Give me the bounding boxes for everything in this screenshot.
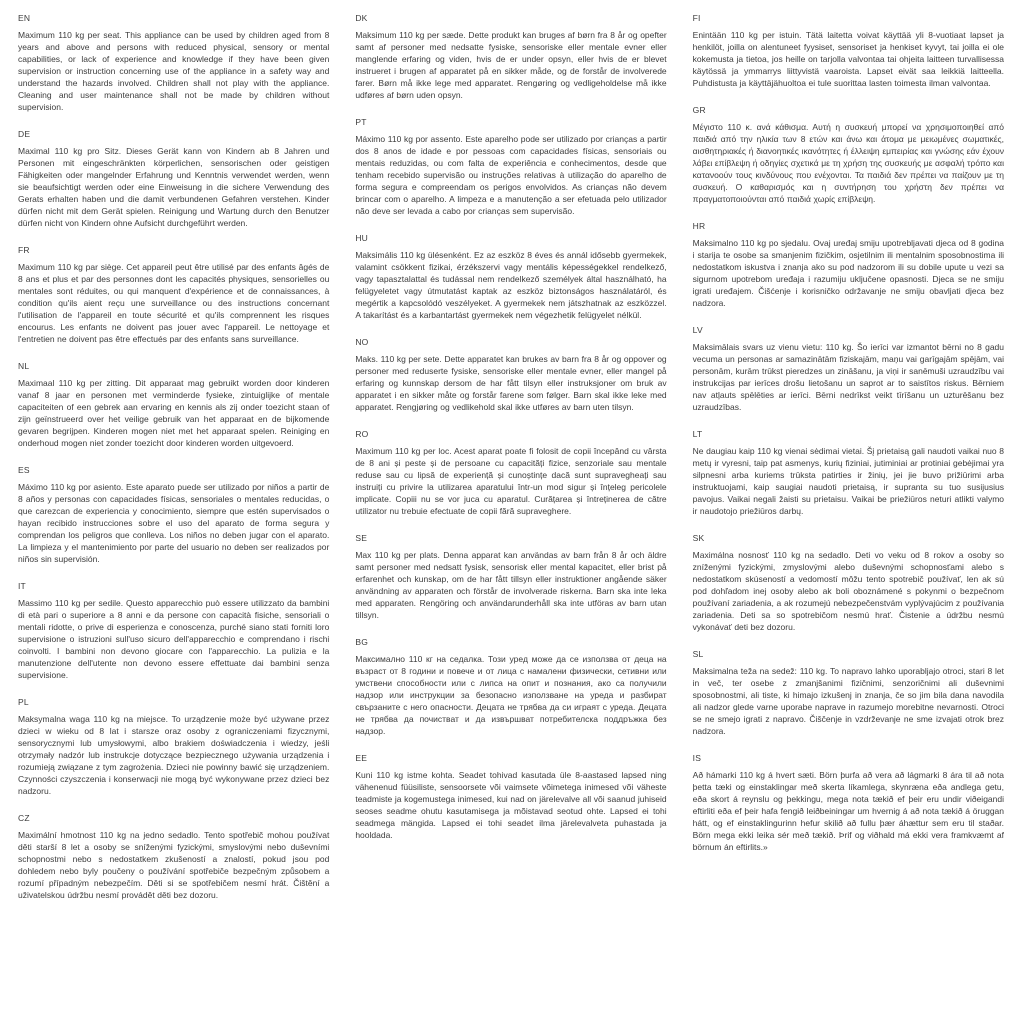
lang-block-is — [693, 752, 1004, 853]
lang-code: PL — [18, 697, 29, 707]
lang-block-ee — [355, 752, 666, 841]
lang-code: NO — [355, 337, 369, 347]
lang-block-hu — [355, 232, 666, 321]
lang-block-cz — [18, 812, 329, 901]
lang-text: Maks. 110 kg per sete. Dette apparatet kan brukes av barn fra 8 år og oppover og personer med reduserte fysiske, sensoriske eller mentale evner, eller mangel på erfaring og kunnskap dersom de har fått tilsyn eller instruksjoner om bruk av apparatet i en sikker måte og forstår farene som følger. Barn skal ikke leke med apparatet. Rengjøring og vedlikehold skal ikke utføres av barn uten tilsyn. — [355, 354, 667, 412]
lang-text: Maximum 110 kg per seat. This appliance can be used by children aged from 8 years and above and persons with reduced physical, sensory or mental capabilities, or lack of experience and knowledge if they have been given supervision or instruction concerning use of the appliance in a safety way and understand the hazards involved. Children shall not play with the appliance. Cleaning and user maintenance shall not be made by children without supervision. — [18, 30, 330, 112]
lang-text: Máximo 110 kg por assento. Este aparelho pode ser utilizado por crianças a partir dos 8 anos de idade e por pessoas com capacidades físicas, sensoriais ou mentais reduzidas, ou com falta de experiência e conhecimentos, desde que tenham recebido supervisão ou instruções relativas à utilização do aparelho de forma segura e compreendam os perigos envolvidos. As crianças não devem brincar com o aparelho. A limpeza e a manutenção a ser efetuada pelo utilizador não deve ser levada a cabo por crianças sem supervisão. — [355, 134, 667, 216]
lang-text: Maximum 110 kg par siège. Cet appareil peut être utilisé par des enfants âgés de 8 ans et plus et par des personnes dont les capacités physiques, sensorielles ou mentales sont réduites, ou qui manquent d'expérience et de connaissances, à condition qu'ils aient reçu une surveillance ou des instructions concernant l'utilisation de l'appareil en toute sécurité et qu'ils comprennent les risques encourus. Les enfants ne doivent pas jouer avec l'appareil. Le nettoyage et l'entretien ne doivent pas être effectués par des enfants sans surveillance. — [18, 262, 330, 344]
lang-text: Kuni 110 kg istme kohta. Seadet tohivad kasutada üle 8-aastased lapsed ning vähenenud füüsiliste, sensoorsete või vaimsete võimetega inimesed või väheste teadmiste ja kogemustega inimesed, kui nad on järelevalve all või saanud juhiseid seoses seadme ohutu kasutamisega ja mõistavad seotud ohte. Lapsed ei tohi seadmega mängida. Lapsed ei tohi seadet ilma järelevalveta puhastada ja hooldada. — [355, 770, 667, 840]
lang-text: Максимално 110 кг на седалка. Този уред може да се използва от деца на възраст от 8 години и повече и от лица с намалени физически, сетивни или умствени способности или с липса на опит и познания, ако са получили надзор или инструкции за безопасно използване на уреда и разбират свързаните с него опасности. Децата не трябва да си играят с уреда. Децата не трябва да почистват и да извършват потребителска поддръжка без надзор. — [355, 654, 667, 736]
lang-block-lt — [693, 428, 1004, 517]
lang-code: SL — [692, 649, 704, 659]
lang-block-pl — [18, 696, 329, 797]
lang-block-en — [18, 12, 329, 113]
lang-text: Maximaal 110 kg per zitting. Dit apparaat mag gebruikt worden door kinderen vanaf 8 jaar en personen met verminderde fysieke, zintuiglijke of mentale capaciteiten of een gebrek aan ervaring en kennis als zij onder toezicht staan of zijn geïnstrueerd over het veilige gebruik van het apparaat en de bijkomende gevaren begrijpen. Kinderen mogen niet met het apparaat spelen. Reiniging en onderhoud mogen niet zonder toezicht door kinderen worden uitgevoerd. — [18, 378, 330, 448]
lang-text: Enintään 110 kg per istuin. Tätä laitetta voivat käyttää yli 8-vuotiaat lapset ja henkilöt, joilla on alentuneet fyysiset, sensoriset ja henkiset kyvyt, tai joilla ei ole kokemusta ja tietoa, jos heille on tarjolla valvontaa tai ohjeita laitteen turvallisessa käytössä ja ymmarrys liittyvistä vaaroista. Lapset eivät saa leikkiä laitteella. Puhdistusta ja käyttäjähuoltoa ei tule suorittaa lasten toimesta ilman valvontaa. — [692, 30, 1004, 88]
lang-code: HU — [355, 233, 369, 243]
lang-block-de — [18, 128, 329, 229]
lang-code: IT — [18, 581, 26, 591]
lang-code: RO — [355, 429, 369, 439]
lang-text: Maximálna nosnosť 110 kg na sedadlo. Deti vo veku od 8 rokov a osoby so zníženými fyzickými, zmyslovými alebo duševnými schopnosťami alebo s nedostatkom skúseností a vedomostí môžu tento spotrebič používať, len ak sú pod dohľadom inej osoby alebo ak boli oboznámené s pokynmi o bezpečnom používaní zariadenia, a ak rozumejú nebezpečenstvám vyplývajúcim z používania zariadenia. Deti sa so spotrebičom nesmú hrať. Čistenie a údržbu nesmú vykonávať deti bez dozoru. — [692, 550, 1004, 632]
lang-code: DE — [18, 129, 31, 139]
column-1 — [18, 12, 329, 1024]
lang-text: Maksimalna teža na sedež: 110 kg. To napravo lahko uporabljajo otroci, stari 8 let in več, ter osebe z zmanjšanimi fizičnimi, senzoričnimi ali duševnimi sposobnostmi, ali tiste, ki himajo izkušenj in znanja, če so jim bila dana navodila ali nadzor glede varne uporabe naprave in razumejo morebitne nevarnosti. Otroci se ne smejo igrati z napravo. Čiščenje in vzdrževanje ne sme izvajati otrok brez nadzora. — [692, 666, 1004, 736]
lang-block-se — [355, 532, 666, 621]
lang-block-es — [18, 464, 329, 565]
lang-code: HR — [692, 221, 706, 231]
lang-code: EN — [18, 13, 31, 23]
lang-text: Maximum 110 kg per loc. Acest aparat poate fi folosit de copii începând cu vârsta de 8 ani și peste și de persoane cu capacități fizice, senzoriale sau mentale reduse sau cu lipsă de experiență și cunoștințe dacă sunt supravegheați sau instruiți cu privire la utilizarea aparatului într-un mod sigur și înțeleg pericolele implicate. Copiii nu se vor juca cu aparatul. Curățarea și întreținerea de către utilizator nu trebuie efectuate de copii fără supraveghere. — [355, 446, 667, 516]
lang-code: BG — [355, 637, 369, 647]
lang-text: Massimo 110 kg per sedile. Questo apparecchio può essere utilizzato da bambini di età pari o superiore a 8 anni e da persone con capacità fisiche, sensoriali o mentali ridotte, o prive di esperienza e conoscenza, purché siano stati forniti loro supervisione o istruzioni sull'uso sicuro dell'apparecchio e comprendano i rischi coinvolti. I bambini non devono giocare con l'apparecchio. La pulizia e la manutenzione dell'utente non devono essere effettuate dai bambini senza supervisione. — [18, 598, 330, 680]
lang-code: FR — [18, 245, 30, 255]
lang-code: SK — [692, 533, 705, 543]
lang-code: EE — [355, 753, 368, 763]
lang-code: CZ — [18, 813, 30, 823]
lang-text: Max 110 kg per plats. Denna apparat kan användas av barn från 8 år och äldre samt personer med nedsatt fysisk, sensorisk eller mental kapacitet, eller brist på erfarenhet och kunskap, om de har fått tillsyn eller instruktioner angående säker användning av apparaten och förstår de involverade riskerna. Barn ska inte leka med apparaten. Rengöring och användarunderhåll ska inte utföras av barn utan tillsyn. — [355, 550, 667, 620]
lang-text: Maksimum 110 kg per sæde. Dette produkt kan bruges af børn fra 8 år og opefter samt af personer med nedsatte fysiske, sensoriske eller mentale evner eller manglende erfaring og viden, hvis de er under opsyn, eller hvis de er blevet instrueret i brugen af apparatet på en sikker måde, og de forstår de involverede farer. Børn må ikke lege med apparatet. Rengøring og vedligeholdelse må ikke udføres af børn uden opsyn. — [355, 30, 667, 100]
lang-code: LT — [692, 429, 703, 439]
lang-block-gr — [693, 104, 1004, 205]
lang-block-sl — [693, 648, 1004, 737]
lang-text: Maksimālais svars uz vienu vietu: 110 kg. Šo ierīci var izmantot bērni no 8 gadu vecuma un personas ar samazinātām fiziskajām, maņu vai garīgajām spējām, vai personām, kurām trūkst pieredzes un zināšanu, ja viņi ir sanēmuši uzraudzību vai instrukcijas par ierīces drošu lietošanu un saprot ar to saistītos riskus. Bērniem nav atļauts spēlēties ar ierīci. Bērni nedrīkst veikt tīrīšanu un uzturēšanu bez uzraudzības. — [692, 342, 1004, 412]
lang-code: LV — [692, 325, 703, 335]
lang-block-lv — [693, 324, 1004, 413]
lang-block-it — [18, 580, 329, 681]
lang-text: Maksimális 110 kg ülésenként. Ez az eszköz 8 éves és annál idősebb gyermekek, valamint csökkent fizikai, érzékszervi vagy mentális képességekkel rendelkező, vagy tapasztalattal és tudással nem rendelkező személyek által használható, ha felügyeletet vagy útmutatást kaptak az eszköz biztonságos használatáról, és megértik a kapcsolódó veszélyeket. A gyermekek nem játszhatnak az eszközzel. A takarítást és a karbantartást gyermekek nem végezhetik felügyelet nélkül. — [355, 250, 667, 320]
lang-text: Maksimalno 110 kg po sjedalu. Ovaj uređaj smiju upotrebljavati djeca od 8 godina i starija te osobe sa smanjenim fizičkim, osjetilnim ili mentalnim sposobnostima ili nedostatkom iskustva i znanja ako su pod nadzorom ili su dobile upute u vezi sa sigurnom upotrebom uređaja i razumiju uključene opasnosti. Djeca se ne smiju igrati uređajem. Čišćenje i korisničko održavanje ne smiju obavljati djeca bez nadzora. — [692, 238, 1004, 308]
lang-text: Maximal 110 kg pro Sitz. Dieses Gerät kann von Kindern ab 8 Jahren und Personen mit eingeschränkten körperlichen, sensorischen oder geistigen Fähigkeiten oder mangelnder Erfahrung und Kenntnis verwendet werden, wenn sie beaufsichtigt werden oder eine Einweisung in die sichere Verwendung des Gerats erhalten haben und die damit verbundenen Gefahren verstehen. Kinder dürfen nicht mit dem Gerät spielen. Reinigung und Wartung durch den Benutzer dürfen nicht von Kindern ohne Aufsicht durchgeführt werden. — [18, 146, 330, 228]
lang-code: DK — [355, 13, 368, 23]
lang-block-hr — [693, 220, 1004, 309]
lang-code: PT — [355, 117, 367, 127]
lang-block-fr — [18, 244, 329, 345]
lang-block-no — [355, 336, 666, 413]
lang-text: Máximo 110 kg por asiento. Este aparato puede ser utilizado por niños a partir de 8 años y personas con capacidades físicas, sensoriales o mentales reducidas, o que carezcan de experiencia y conocimiento, siempre que estén supervisados o hayan recibido instrucciones sobre el uso del aparato de forma segura y comprendan los peligros que conlleva. Los niños no deben jugar con el aparato. La limpieza y el mantenimiento por parte del usuario no deben ser realizados por niños sin supervisión. — [18, 482, 330, 564]
lang-block-fi — [693, 12, 1004, 89]
lang-text: Μέγιστο 110 κ. ανά κάθισμα. Αυτή η συσκευή μπορεί να χρησιμοποιηθεί από παιδιά από την ηλικία των 8 ετών και άνω και άτομα με μειωμένες σωματικές, αισθητηριακές ή διανοητικές ικανότητες ή έλλειψη εμπειρίας και γνώσης εάν έχουν λάβει επίβλεψη ή οδηγίες σχετικά με τη χρήση της συσκευής με ασφαλή τρόπο και κατανοούν τους κινδύνους που ενέχονται. Τα παιδιά δεν πρέπει να παίζουν με τη συσκευή. Ο καθαρισμός και η συντήρηση του χρήστη δεν πρέπει να πραγματοποιούνται από παιδιά χωρίς επίβλεψη. — [692, 122, 1004, 204]
lang-text: Ne daugiau kaip 110 kg vienai sėdimai vietai. Šį prietaisą gali naudoti vaikai nuo 8 metų ir vyresni, taip pat asmenys, kurių fiziniai, jutiminiai ar protiniai gebėjimai yra silpnesni arba kuriems trūksta patirties ir žinių, jei jie buvo prižiūrimi arba instruktuojami, kaip saugiai naudoti prietaisą, ir supranta su tuo susijusius pavojus. Vaikai negali žaisti su prietaisu. Vaikai be priežiūros neturi atlikti valymo ir naudotojo priežiūros darbų. — [692, 446, 1004, 516]
lang-text: Að hámarki 110 kg á hvert sæti. Börn þurfa að vera að lágmarki 8 ára til að nota þetta tæki og einstaklingar með skerta líkamlega, skynræna eða andlega getu, eða skort á reynslu og þekkingu, mega nota tækið ef þeir eru undir viðeigandi eftirliti eða ef þeir hafa fengið leiðbeiningar um hvernig á að nota tækið á öruggan hátt, og ef einstaklingurinn hefur skilið að fullu þær áhættur sem eru til staðar. Börn mega ekki leika sér með tækið. Þrif og viðhald má ekki vera framkvæmt af börnum án eftirlits.» — [692, 770, 1004, 852]
lang-block-bg — [355, 636, 666, 737]
lang-text: Maksymalna waga 110 kg na miejsce. To urządzenie może być używane przez dzieci w wieku od 8 lat i starsze oraz osoby z ograniczeniami fizycznymi, sensorycznymi lub umysłowymi, albo brakiem doświadczenia i wiedzy, jeśli otrzymały nadzór lub instrukcje dotyczące bezpiecznego używania urządzenia i rozumieją związane z tym zagrożenia. Dzieci nie powinny bawić się urządzeniem. Czynności czyszczenia i konserwacji nie mogą być wykonywane przez dzieci bez nadzoru. — [18, 714, 330, 796]
column-2 — [355, 12, 666, 1024]
lang-block-nl — [18, 360, 329, 449]
lang-code: GR — [692, 105, 706, 115]
lang-text: Maximální hmotnost 110 kg na jedno sedadlo. Tento spotřebič mohou používat děti starší 8 let a osoby se sníženými fyzickými, smyslovými nebo duševními schopnostmi nebo s nedostatkem zkušeností a znalostí, pokud jsou pod dohledem nebo byly poučeny o používání spotřebiče bezpečným způsobem a rozumí případným nebezpečím. Děti si se spotřebičem nesmí hrát. Čištění a uživatelskou údržbu nesmí provádět děti bez dozoru. — [18, 830, 330, 900]
lang-block-pt — [355, 116, 666, 217]
lang-code: IS — [692, 753, 702, 763]
column-3 — [693, 12, 1004, 1024]
lang-code: NL — [18, 361, 30, 371]
lang-block-dk — [355, 12, 666, 101]
lang-code: SE — [355, 533, 368, 543]
lang-block-sk — [693, 532, 1004, 633]
lang-block-ro — [355, 428, 666, 517]
lang-code: FI — [692, 13, 701, 23]
lang-code: ES — [18, 465, 30, 475]
